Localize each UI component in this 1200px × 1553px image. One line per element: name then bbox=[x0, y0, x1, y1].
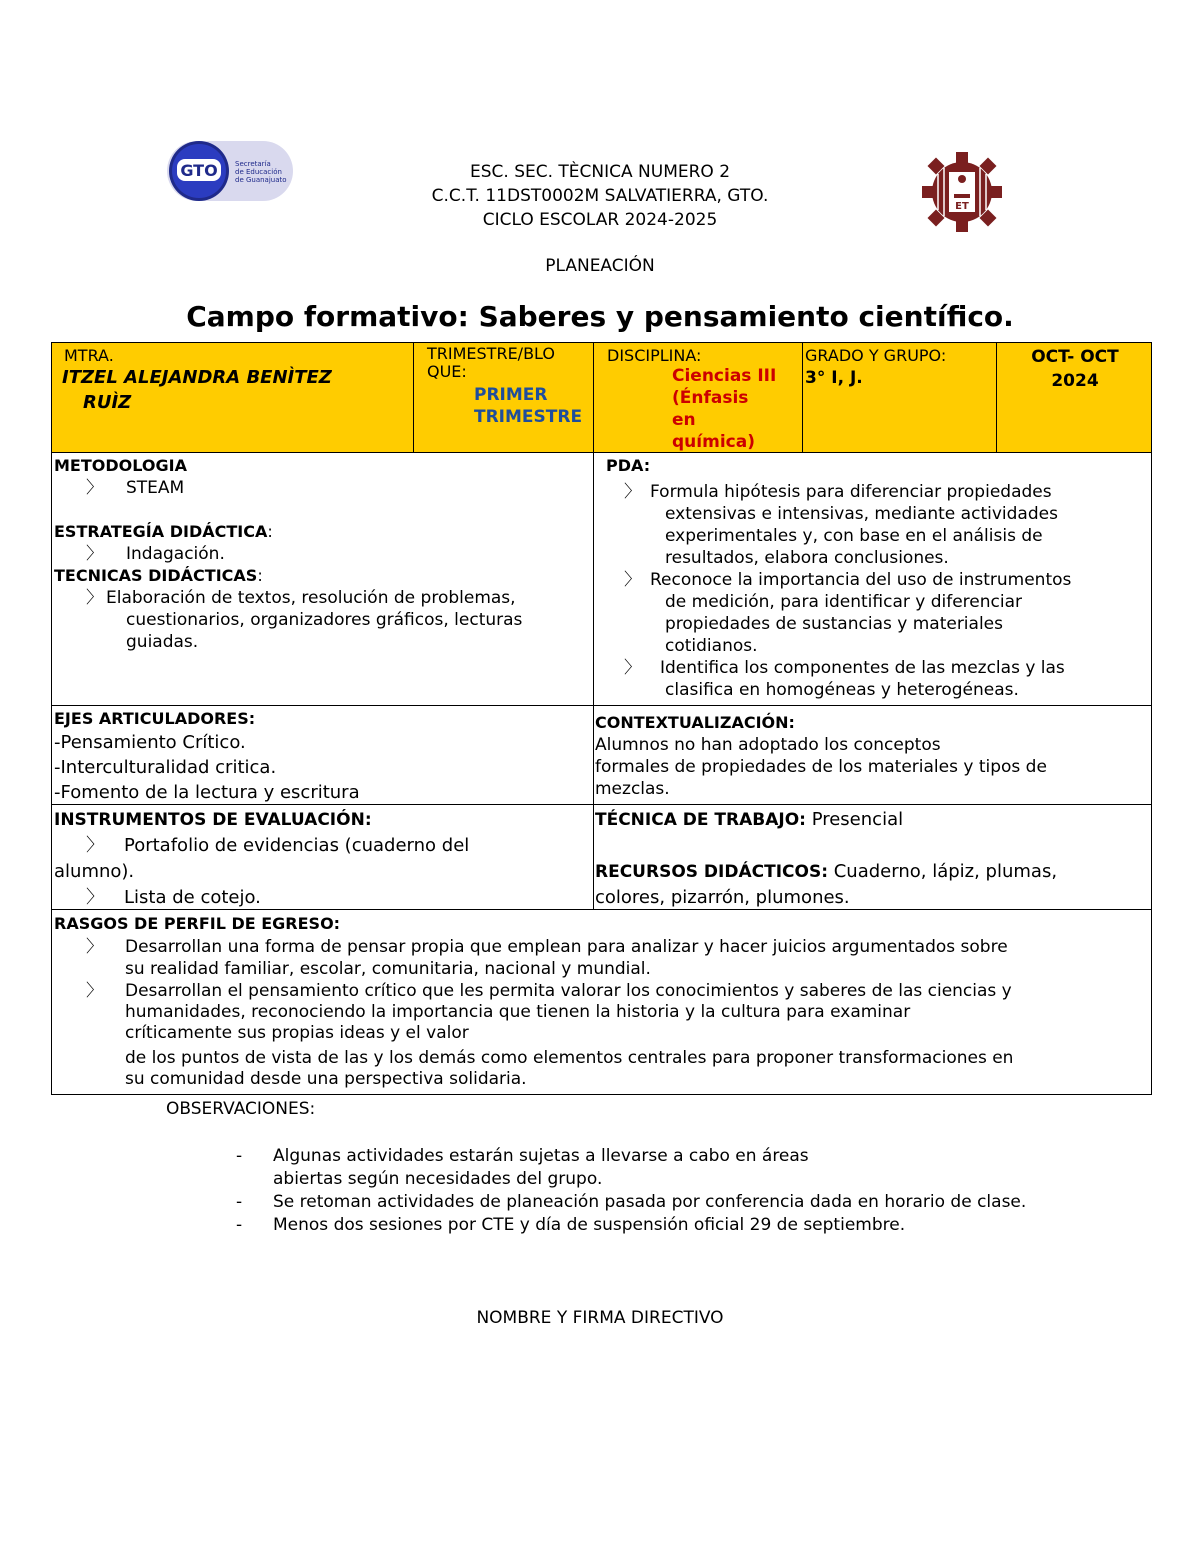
bullet-icon: 〉 bbox=[86, 478, 103, 498]
trimestre-value-line1: PRIMER bbox=[474, 385, 548, 405]
metodologia-item: 〉 STEAM bbox=[86, 478, 185, 498]
contextualizacion-cell bbox=[593, 705, 1152, 805]
ejes-label: EJES ARTICULADORES: bbox=[54, 709, 256, 728]
fecha-cell bbox=[996, 342, 1152, 453]
trimestre-value-line2: TRIMESTRE bbox=[474, 407, 583, 427]
tecnicas-label: TECNICAS DIDÁCTICAS bbox=[54, 566, 258, 585]
dash-icon: - bbox=[236, 1192, 243, 1212]
instrumentos-item: 〉 Lista de cotejo. bbox=[54, 885, 592, 911]
instrumentos-item-cont: alumno). bbox=[54, 861, 135, 882]
bullet-icon: 〉 bbox=[624, 658, 641, 678]
bullet-icon: 〉 bbox=[86, 936, 103, 957]
recursos-label: RECURSOS DIDÁCTICOS: bbox=[595, 862, 829, 882]
svg-text:Secretaría: Secretaría bbox=[235, 160, 271, 168]
disciplina-label: DISCIPLINA: bbox=[607, 346, 702, 365]
svg-text:de Educación: de Educación bbox=[235, 168, 282, 176]
pda-label: PDA: bbox=[606, 456, 651, 475]
mtra-label: MTRA. bbox=[64, 346, 114, 365]
contextualizacion-line1: Alumnos no han adoptado los conceptos bbox=[595, 735, 941, 755]
ejes-cell bbox=[51, 705, 594, 805]
disciplina-value-line4: química) bbox=[672, 432, 755, 452]
svg-text:ET: ET bbox=[955, 201, 969, 212]
observacion-item: - Algunas actividades estarán sujetas a llevarse a cabo en áreas abiertas según necesidades del grupo. bbox=[236, 1146, 809, 1189]
tecnica-trabajo-label: TÉCNICA DE TRABAJO: bbox=[595, 810, 806, 830]
bullet-icon: 〉 bbox=[624, 570, 641, 590]
svg-text:GTO: GTO bbox=[180, 161, 218, 180]
mtra-name-line2: RUÌZ bbox=[83, 392, 132, 413]
instrumentos-item: 〉 Portafolio de evidencias (cuaderno del bbox=[54, 833, 592, 859]
disciplina-value-line3: en bbox=[672, 410, 696, 430]
firma-directivo: NOMBRE Y FIRMA DIRECTIVO bbox=[476, 1308, 724, 1328]
mtra-cell bbox=[51, 342, 414, 453]
rasgos-item: 〉 Desarrollan el pensamiento crítico que les permita valorar los conocimientos y saberes de las ciencias y humanidades, reconociendo la importancia que tienen la historia y la cultura para examinar críticamente sus propias ideas y el valor de los puntos de vista de las y los demás como elementos centrales para proponer transformaciones en su comunidad desde una perspectiva solidaria. bbox=[86, 980, 1014, 1089]
observacion-item: - Menos dos sesiones por CTE y día de suspensión oficial 29 de septiembre. bbox=[236, 1215, 906, 1235]
gto-logo-icon bbox=[165, 139, 295, 203]
grado-value: 3° I, J. bbox=[805, 368, 863, 388]
observaciones-label: OBSERVACIONES: bbox=[166, 1099, 316, 1119]
dash-icon: - bbox=[236, 1146, 243, 1166]
trimestre-label-line1: TRIMESTRE/BLO bbox=[427, 344, 555, 363]
bullet-icon: 〉 bbox=[86, 835, 104, 856]
ejes-item: -Pensamiento Crítico. bbox=[54, 732, 246, 753]
estrategia-item: 〉 Indagación. bbox=[86, 544, 225, 564]
instrumentos-label: INSTRUMENTOS DE EVALUACIÓN: bbox=[54, 810, 372, 830]
rasgos-cell bbox=[51, 909, 1152, 1095]
rasgos-label: RASGOS DE PERFIL DE EGRESO: bbox=[54, 914, 341, 933]
fecha-line1: OCT- OCT bbox=[1031, 347, 1119, 367]
tecnica-trabajo-cell bbox=[593, 804, 1152, 910]
ejes-item: -Fomento de la lectura y escritura bbox=[54, 782, 360, 803]
fecha-line2: 2024 bbox=[1051, 371, 1099, 391]
disciplina-cell bbox=[593, 342, 803, 453]
bullet-icon: 〉 bbox=[624, 482, 641, 502]
recursos-line1: Cuaderno, lápiz, plumas, bbox=[828, 861, 1058, 882]
estrategia-label: ESTRATEGÍA DIDÁCTICA bbox=[54, 522, 268, 541]
contextualizacion-label: CONTEXTUALIZACIÓN: bbox=[595, 713, 795, 732]
school-header bbox=[300, 160, 900, 232]
grado-label: GRADO Y GRUPO: bbox=[805, 346, 947, 365]
school-seal-icon bbox=[922, 152, 1002, 232]
observaciones-list bbox=[236, 1145, 1156, 1237]
pda-cell bbox=[593, 452, 1152, 706]
planeacion-heading: PLANEACIÓN bbox=[545, 256, 655, 276]
instrumentos-cell bbox=[51, 804, 594, 910]
bullet-icon: 〉 bbox=[86, 588, 103, 608]
ejes-item: -Interculturalidad critica. bbox=[54, 757, 277, 778]
bullet-icon: 〉 bbox=[86, 887, 104, 908]
trimestre-cell bbox=[413, 342, 594, 453]
recursos-line2: colores, pizarrón, plumones. bbox=[595, 887, 850, 908]
svg-text:de Guanajuato: de Guanajuato bbox=[235, 176, 287, 184]
pda-item: 〉 Identifica los componentes de las mezclas y las clasifica en homogéneas y heterogéneas. bbox=[624, 658, 1065, 700]
school-name: ESC. SEC. TÈCNICA NUMERO 2 bbox=[469, 162, 731, 182]
trimestre-label-line2: QUE: bbox=[427, 362, 467, 381]
pda-item: 〉 Formula hipótesis para diferenciar propiedades extensivas e intensivas, mediante actividades experimentales y, con base en el análisis de resultados, elabora conclusiones. bbox=[624, 482, 1058, 568]
contextualizacion-line2: formales de propiedades de los materiales y tipos de bbox=[595, 757, 1047, 777]
dash-icon: - bbox=[236, 1215, 243, 1235]
school-cycle: CICLO ESCOLAR 2024-2025 bbox=[482, 210, 718, 230]
pda-list bbox=[624, 481, 1150, 701]
observacion-item: - Se retoman actividades de planeación pasada por conferencia dada en horario de clase. bbox=[236, 1192, 1027, 1212]
contextualizacion-line3: mezclas. bbox=[595, 779, 670, 799]
bullet-icon: 〉 bbox=[86, 544, 103, 564]
tecnicas-item: 〉 Elaboración de textos, resolución de problemas, cuestionarios, organizadores gráficos, lecturas guiadas. bbox=[86, 588, 523, 652]
disciplina-value-line1: Ciencias III bbox=[672, 366, 777, 386]
mtra-name-line1: ITZEL ALEJANDRA BENÌTEZ bbox=[62, 367, 332, 388]
disciplina-value-line2: (Énfasis bbox=[672, 388, 749, 408]
page-title: Campo formativo: Saberes y pensamiento científico. bbox=[186, 300, 1014, 333]
tecnica-trabajo-value: Presencial bbox=[805, 809, 904, 830]
school-cct: C.C.T. 11DST0002M SALVATIERRA, GTO. bbox=[431, 186, 769, 206]
bullet-icon: 〉 bbox=[86, 980, 103, 1001]
metodologia-cell: METODOLOGIA 〉 STEAM ESTRATEGÍA DIDÁCTICA: 〉 Indagación. TECNICAS DIDÁCTICAS: 〉 Elaboración de textos, resolución de problemas, cuestionarios, organizadores gráficos, lecturas guiadas. bbox=[51, 452, 594, 706]
pda-item: 〉 Reconoce la importancia del uso de instrumentos de medición, para identificar y diferenciar propiedades de sustancias y materiales cotidianos. bbox=[624, 570, 1072, 656]
grado-cell bbox=[802, 342, 997, 453]
rasgos-item: 〉 Desarrollan una forma de pensar propia que emplean para analizar y hacer juicios argumentados sobre su realidad familiar, escolar, comunitaria, nacional y mundial. bbox=[86, 936, 1008, 979]
metodologia-label: METODOLOGIA bbox=[54, 456, 187, 475]
